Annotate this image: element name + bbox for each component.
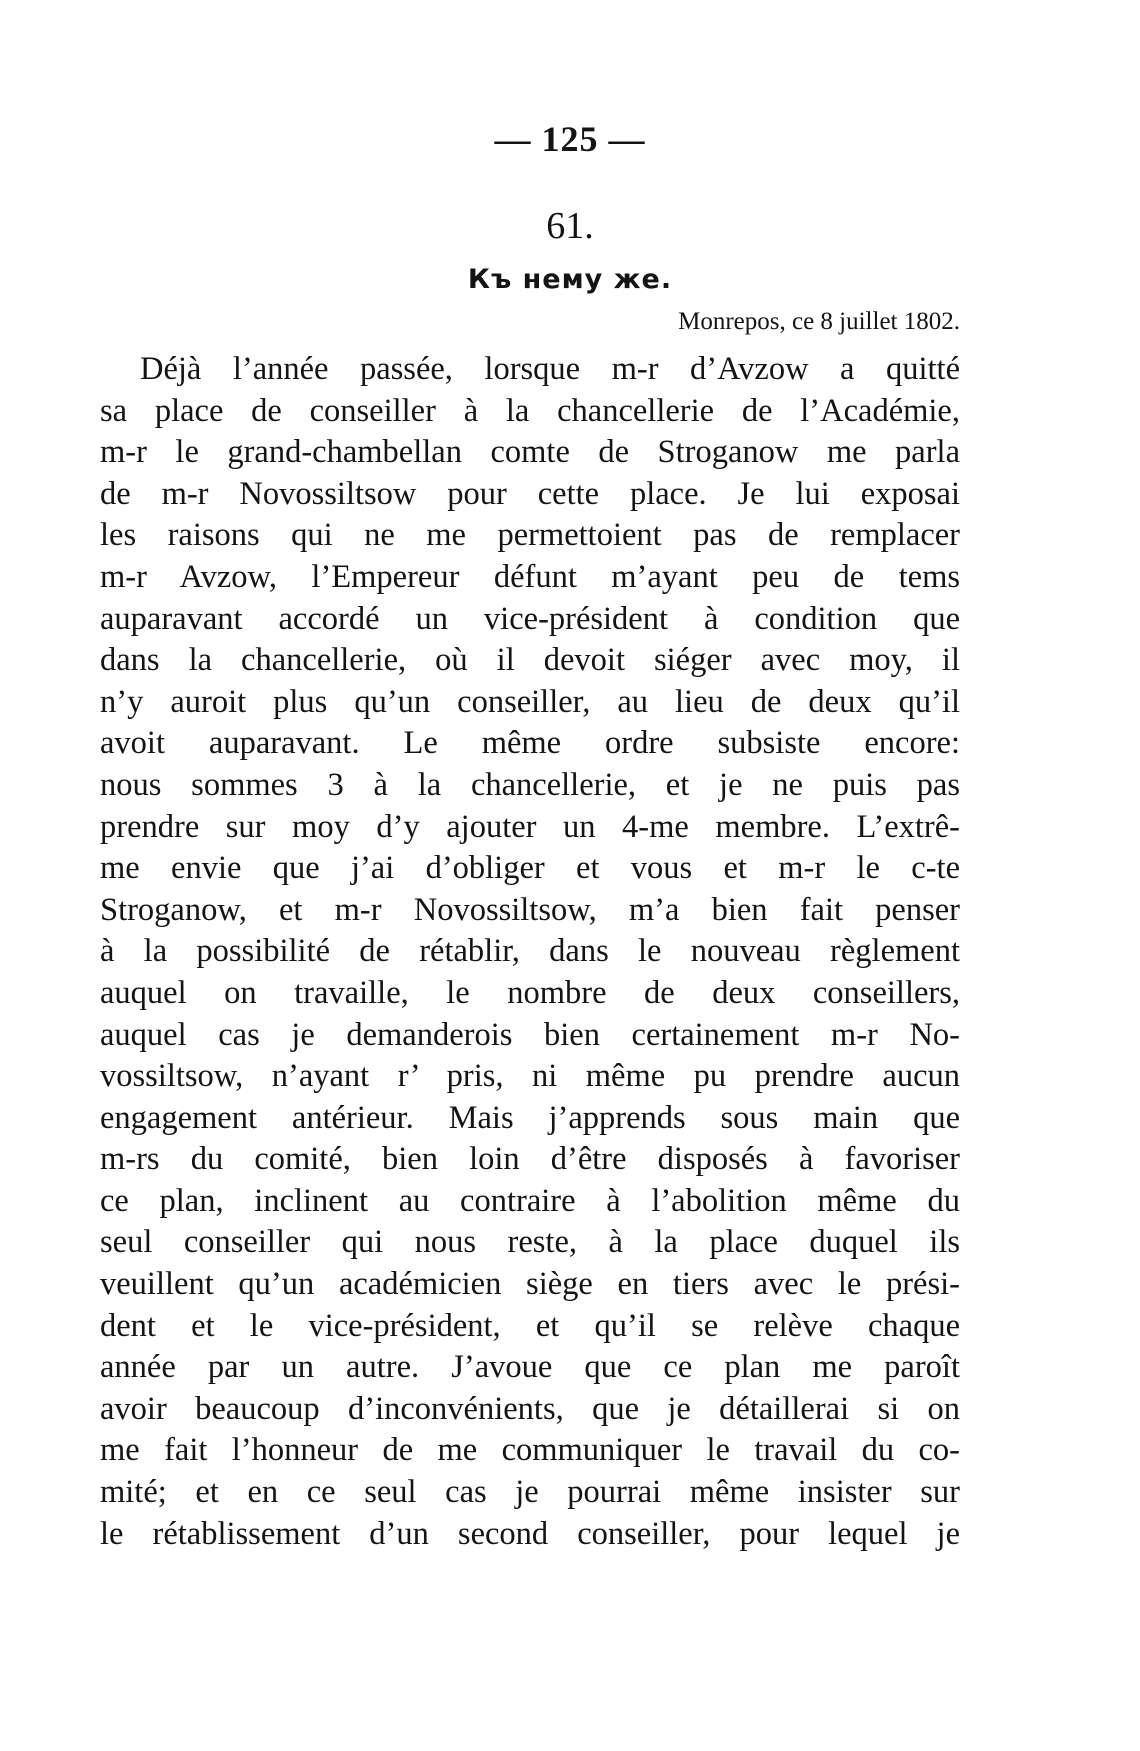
body-line: m-r le grand-chambellan comte de Stroganow me parla — [100, 434, 960, 471]
body-line: de m-r Novossiltsow pour cette place. Je lui exposai — [100, 475, 960, 512]
body-line: année par un autre. J’avoue que ce plan me paroît — [100, 1349, 960, 1386]
body-line: sa place de conseiller à la chancellerie de l’Académie, — [100, 392, 960, 429]
body-line: avoir beaucoup d’inconvénients, que je détaillerai si on — [100, 1390, 960, 1427]
body-line: dent et le vice-président, et qu’il se relève chaque — [100, 1307, 960, 1344]
body-line: seul conseiller qui nous reste, à la place duquel ils — [100, 1224, 960, 1261]
body-line: ce plan, inclinent au contraire à l’abolition même du — [100, 1182, 960, 1219]
body-line: engagement antérieur. Mais j’apprends sous main que — [100, 1099, 960, 1136]
body-line: vossiltsow, n’ayant r’ pris, ni même pu prendre aucun — [100, 1058, 960, 1095]
letter-number: 61. — [546, 205, 594, 247]
body-line: auquel cas je demanderois bien certainement m-r No- — [100, 1016, 960, 1053]
body-line: prendre sur moy d’y ajouter un 4-me membre. L’extrê- — [100, 808, 960, 845]
body-line: veuillent qu’un académicien siège en tiers avec le prési- — [100, 1266, 960, 1303]
letter-body — [100, 349, 960, 1555]
body-line: Stroganow, et m-r Novossiltsow, m’a bien fait penser — [100, 891, 960, 928]
body-line: le rétablissement d’un second conseiller, pour lequel je — [100, 1515, 960, 1552]
letter-dateline: Monrepos, ce 8 juillet 1802. — [678, 308, 960, 335]
body-line: les raisons qui ne me permettoient pas de remplacer — [100, 517, 960, 554]
body-line: auquel on travaille, le nombre de deux conseillers, — [100, 974, 960, 1011]
letter-addressee: Къ нему же. — [467, 264, 673, 295]
body-line: m-rs du comité, bien loin d’être disposés à favoriser — [100, 1141, 960, 1178]
body-line: auparavant accordé un vice-président à condition que — [100, 600, 960, 637]
body-line: m-r Avzow, l’Empereur défunt m’ayant peu de tems — [100, 558, 960, 595]
body-line: n’y auroit plus qu’un conseiller, au lieu de deux qu’il — [100, 683, 960, 720]
body-line: nous sommes 3 à la chancellerie, et je ne puis pas — [100, 766, 960, 803]
page-number: — 125 — — [494, 119, 646, 159]
body-line: me envie que j’ai d’obliger et vous et m-r le c-te — [100, 850, 960, 887]
body-line: me fait l’honneur de me communiquer le travail du co- — [100, 1432, 960, 1469]
body-line: mité; et en ce seul cas je pourrai même insister sur — [100, 1474, 960, 1511]
body-line: avoit auparavant. Le même ordre subsiste encore: — [100, 725, 960, 762]
body-line: Déjà l’année passée, lorsque m-r d’Avzow a quitté — [140, 351, 960, 387]
body-line: dans la chancellerie, où il devoit siéger avec moy, il — [100, 642, 960, 679]
body-line: à la possibilité de rétablir, dans le nouveau règlement — [100, 933, 960, 970]
